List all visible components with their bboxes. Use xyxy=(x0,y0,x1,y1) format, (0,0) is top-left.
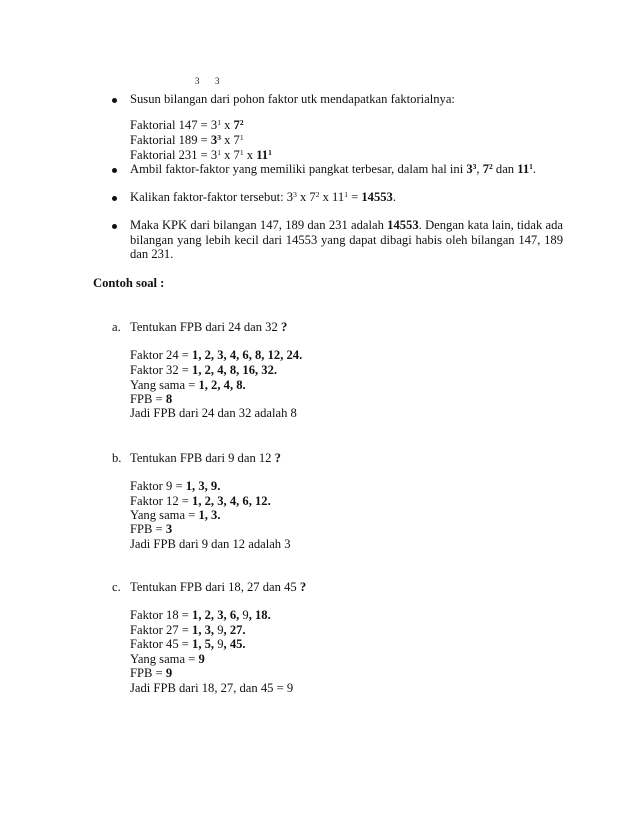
fpb-line: FPB = 8 xyxy=(130,392,173,406)
factor-line: Faktor 12 = 1, 2, 3, 4, 6, 12. xyxy=(130,494,271,508)
factor-line: Faktor 18 = 1, 2, 3, 6, 9, 18. xyxy=(130,608,271,622)
example-question: Tentukan FPB dari 24 dan 32 ? xyxy=(130,320,288,334)
fpb-line: FPB = 3 xyxy=(130,522,173,536)
conclusion-line: Jadi FPB dari 24 dan 32 adalah 8 xyxy=(130,406,297,420)
example-marker: c. xyxy=(112,580,121,594)
bullet-text-take-largest-powers: Ambil faktor-faktor yang memiliki pangkat terbesar, dalam hal ini $3^3$, $7^2$ dan $11^1$. xyxy=(130,162,537,176)
fpb-line: FPB = 9 xyxy=(130,666,173,680)
bullet-marker xyxy=(112,224,117,229)
factor-line: Faktor 27 = 1, 3, 9, 27. xyxy=(130,623,246,637)
bullet-marker xyxy=(112,168,117,173)
example-marker: a. xyxy=(112,320,121,334)
example-question: Tentukan FPB dari 18, 27 dan 45 ? xyxy=(130,580,307,594)
bullet-marker xyxy=(112,98,117,103)
bullet-text-kpk-conclusion: Maka KPK dari bilangan 147, 189 dan 231 adalah 14553. Dengan kata lain, tidak ada bilangan yang lebih kecil dari 14553 yang dapat dibagi habis oleh bilangan 147, 189 dan 231. xyxy=(130,218,563,261)
conclusion-line: Jadi FPB dari 9 dan 12 adalah 3 xyxy=(130,537,291,551)
bullet-text-multiply-factors: Kalikan faktor-faktor tersebut: $3^3$ x $7^2$ x $11^1 = 14553$. xyxy=(130,190,396,204)
superscript-fragment-2: 3 xyxy=(215,76,220,86)
factor-line: Faktor 45 = 1, 5, 9, 45. xyxy=(130,637,246,651)
factorial-231-line: Faktorial $231 = 3^1$ x $7^1$ x $11^1$ xyxy=(130,148,272,162)
factor-line: Faktor 9 = 1, 3, 9. xyxy=(130,479,221,493)
example-question: Tentukan FPB dari 9 dan 12 ? xyxy=(130,451,281,465)
superscript-fragment-1: 3 xyxy=(195,76,200,86)
bullet-marker xyxy=(112,196,117,201)
common-factors-line: Yang sama = 1, 3. xyxy=(130,508,221,522)
conclusion-line: Jadi FPB dari 18, 27, dan 45 = 9 xyxy=(130,681,294,695)
example-marker: b. xyxy=(112,451,122,465)
common-factors-line: Yang sama = 1, 2, 4, 8. xyxy=(130,378,246,392)
factor-line: Faktor 32 = 1, 2, 4, 8, 16, 32. xyxy=(130,363,278,377)
bullet-text-arrange-factors: Susun bilangan dari pohon faktor utk mendapatkan faktorialnya: xyxy=(130,92,455,106)
factorial-147-line: Faktorial $147 = 3^1$ x $7^2$ xyxy=(130,118,244,132)
factor-line: Faktor 24 = 1, 2, 3, 4, 6, 8, 12, 24. xyxy=(130,348,303,362)
factorial-189-line: Faktorial $189 = 3^3$ x $7^1$ xyxy=(130,133,244,147)
section-heading: Contoh soal : xyxy=(93,276,165,290)
common-factors-line: Yang sama = 9 xyxy=(130,652,205,666)
